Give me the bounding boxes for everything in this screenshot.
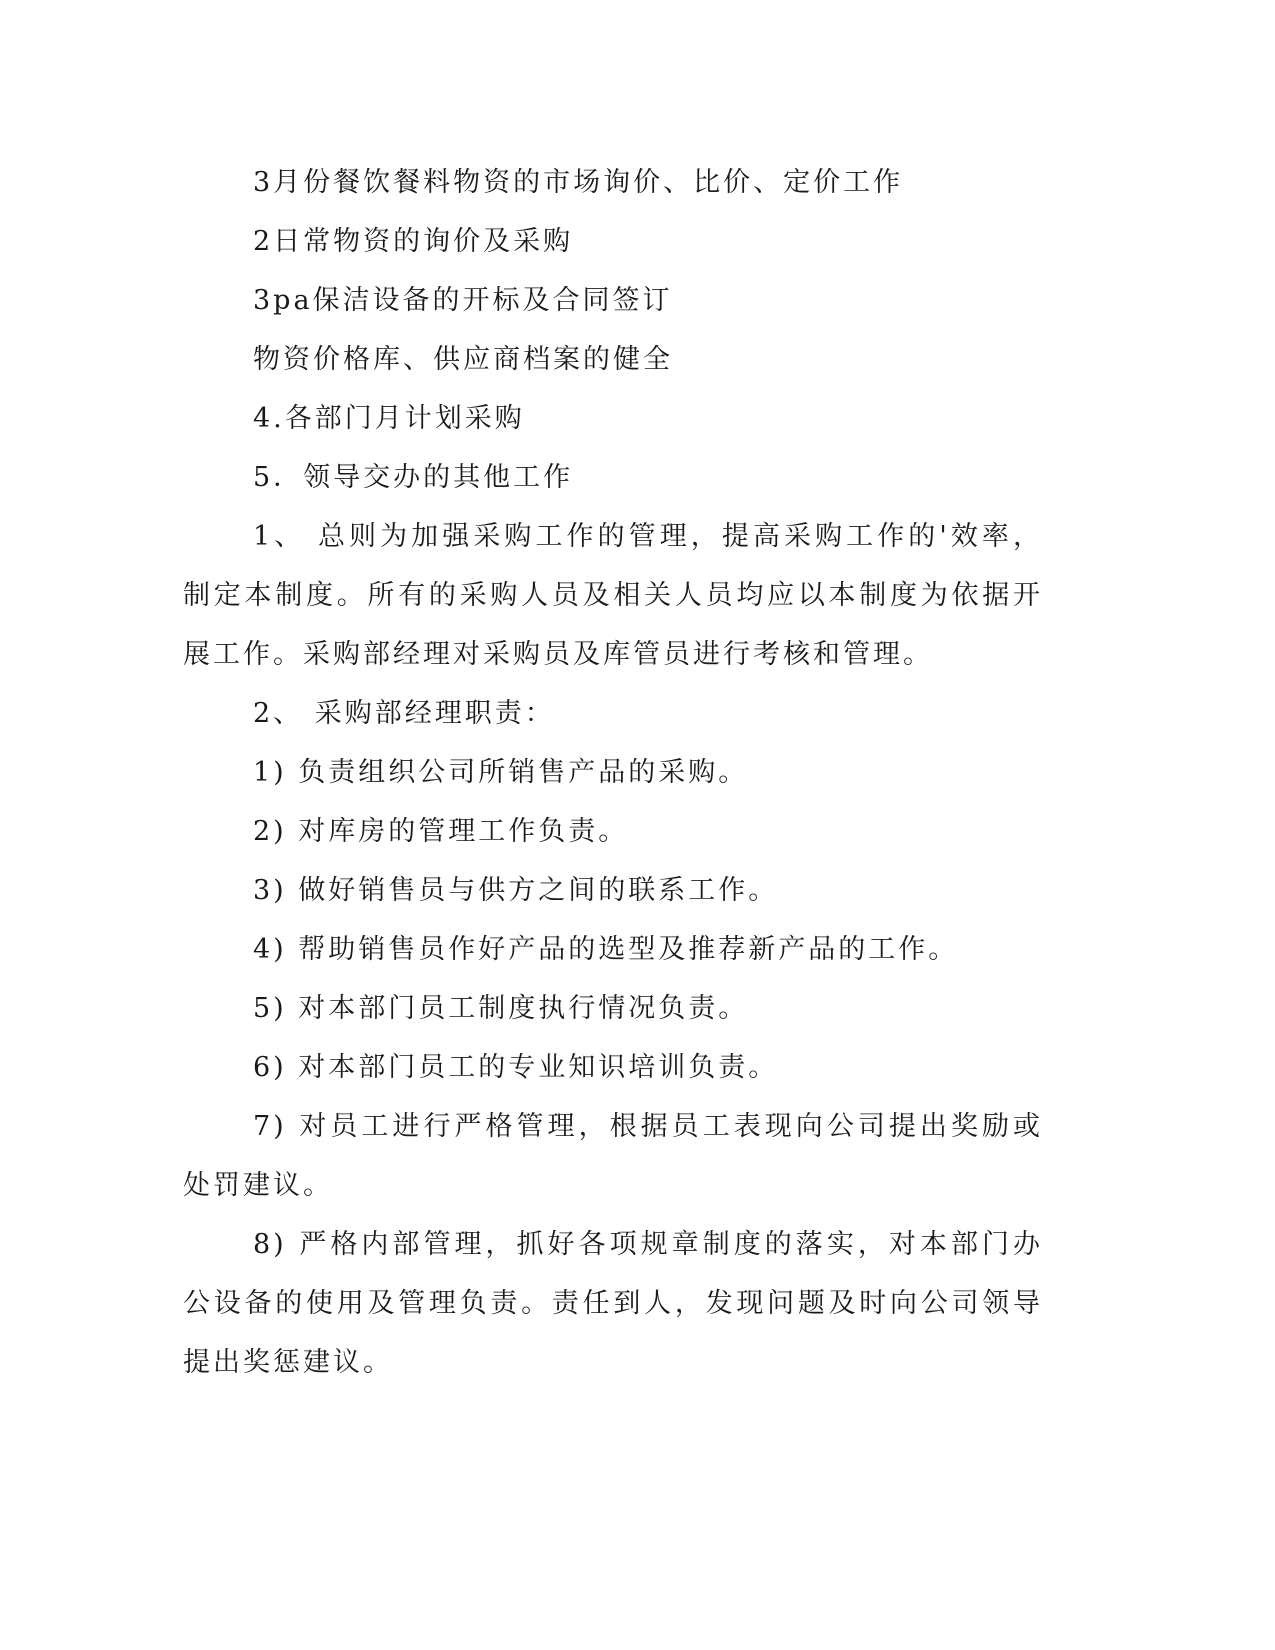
paragraph: 7) 对员工进行严格管理，根据员工表现向公司提出奖励或处罚建议。 (183, 1111, 1043, 1201)
paragraph: 1) 负责组织公司所销售产品的采购。 (253, 757, 749, 788)
paragraph: 5．领导交办的其他工作 (253, 462, 574, 493)
document-body (183, 153, 1043, 1392)
paragraph: 2、 采购部经理职责： (253, 698, 555, 729)
paragraph: 3pa保洁设备的开标及合同签订 (253, 285, 673, 316)
paragraph: 4) 帮助销售员作好产品的选型及推荐新产品的工作。 (253, 934, 959, 965)
paragraph: 物资价格库、供应商档案的健全 (253, 344, 673, 375)
paragraph: 3) 做好销售员与供方之间的联系工作。 (253, 875, 779, 906)
paragraph: 1、 总则为加强采购工作的管理，提高采购工作的'效率，制定本制度。所有的采购人员及相关人员均应以本制度为依据开展工作。采购部经理对采购员及库管员进行考核和管理。 (183, 521, 1043, 670)
paragraph: 3月份餐饮餐料物资的市场询价、比价、定价工作 (253, 167, 904, 198)
paragraph: 6) 对本部门员工的专业知识培训负责。 (253, 1052, 779, 1083)
paragraph: 5) 对本部门员工制度执行情况负责。 (253, 993, 749, 1024)
paragraph: 2) 对库房的管理工作负责。 (253, 816, 629, 847)
paragraph: 4.各部门月计划采购 (253, 403, 525, 434)
paragraph: 8) 严格内部管理，抓好各项规章制度的落实，对本部门办公设备的使用及管理负责。责任到人，发现问题及时向公司领导提出奖惩建议。 (183, 1229, 1043, 1378)
paragraph: 2日常物资的询价及采购 (253, 226, 574, 257)
